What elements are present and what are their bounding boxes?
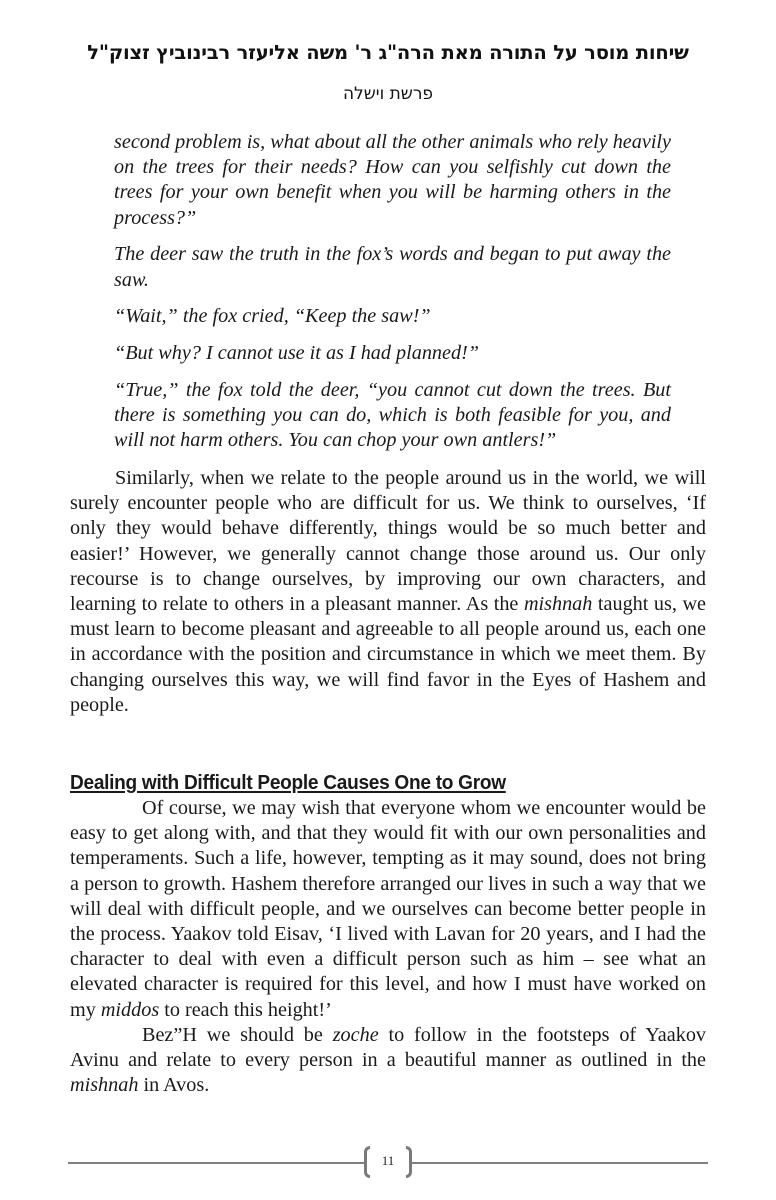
quote-paragraph: “True,” the fox told the deer, “you cannot cut down the trees. But there is something you can do, which is both feasible for you, and will not harm others. You can chop your own antlers!” [114, 378, 671, 452]
section-heading: Dealing with Difficult People Causes One to Grow [70, 771, 506, 794]
quote-paragraph: second problem is, what about all the other animals who rely heavily on the trees for their needs? How can you selfishly cut down the trees for your own benefit when you will be harming others in the process?” [114, 131, 671, 229]
text-run: in Avos. [138, 1074, 210, 1097]
body-paragraph [70, 796, 706, 1023]
body-section-similarly [70, 466, 706, 718]
body-paragraph [70, 1023, 706, 1099]
italic-term: mishnah [523, 593, 593, 616]
footer-rule-left [68, 1162, 364, 1164]
italic-term: mishnah [70, 1074, 139, 1097]
text-run: taught us, we must learn to become pleasant and agreeable to all people around us, each one in accordance with the position and circumstance in which we meet them. By changing ourselves this way, we will find favor in the Eyes of Hashem and people. [70, 593, 706, 716]
page-footer [68, 1146, 708, 1180]
text-run: Similarly, when we relate to the people around us in the world, we will surely encounter people who are difficult for us. We think to ourselves, ‘If only they would behave differently, things would be so much better and easier!’ However, we generally cannot change those around us. Our only recourse is to change ourselves, by improving our own characters, and learning to relate to others in a pleasant manner. As the [70, 467, 706, 616]
text-run: Bez”H we should be [142, 1023, 333, 1046]
page-number: 11 [381, 1153, 395, 1168]
italic-term: zoche [332, 1023, 379, 1046]
italic-term: middos [100, 998, 160, 1021]
text-run: to follow in the footsteps of Yaakov Avinu and relate to every person in a beautiful manner as outlined in the [70, 1023, 707, 1072]
running-header-title: שיחות מוסר על התורה מאת הרה"ג ר' משה אליעזר רבינוביץ זצוק"ל [87, 41, 689, 64]
story-quote-block [114, 130, 671, 465]
footer-rule-right [412, 1162, 708, 1164]
quote-paragraph: The deer saw the truth in the fox’s words and began to put away the saw. [114, 243, 671, 291]
text-run: Of course, we may wish that everyone whom we encounter would be easy to get along with, and that they would fit with our own personalities and temperaments. Such a life, however, tempting as it may sound, does not bring a person to growth. Hashem therefore arranged our lives in such a way that we will deal with difficult people, and we ourselves can become better people in the process. Yaakov told Eisav, ‘I lived with Lavan for 20 years, and I had the character to deal with even a difficult person such as him – see what an elevated character is required for this level, and how I must have worked on my [70, 797, 706, 1021]
quote-paragraph: “Wait,” the fox cried, “Keep the saw!” [114, 305, 431, 328]
running-header-parsha: פרשת וישלה [342, 84, 434, 104]
body-paragraph [70, 466, 706, 718]
text-run: to reach this height!’ [159, 998, 332, 1021]
quote-paragraph: “But why? I cannot use it as I had planned!” [114, 341, 480, 364]
body-section-growth [70, 796, 706, 1098]
